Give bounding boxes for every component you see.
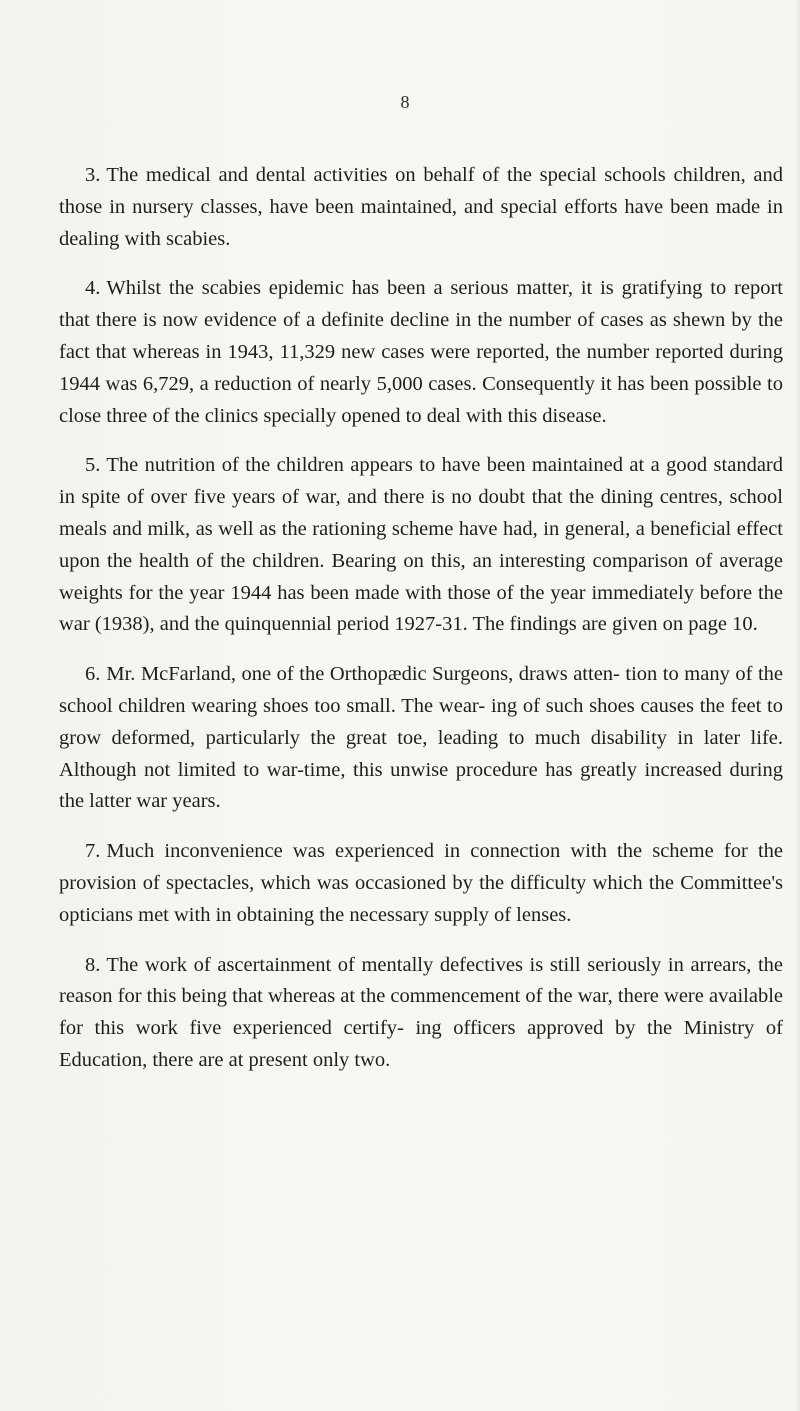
paragraph-number: 8. [85, 953, 101, 976]
paragraph-text: Mr. McFarland, one of the Orthopædic Surgeons, draws atten- tion to many of the school children wearing shoes too small. The wear- ing of such shoes causes the feet to grow deformed, particularly the great toe, leading to much disability in later life. Although not limited to war-time, this unwise procedure has greatly increased during the latter war years. [59, 663, 783, 813]
document-body [59, 160, 783, 1095]
paragraph-number: 7. [85, 840, 101, 863]
paragraph-number: 4. [85, 277, 101, 300]
paragraph-text: The medical and dental activities on behalf of the special schools children, and those in nursery classes, have been maintained, and special efforts have been made in dealing with scabies. [59, 164, 783, 250]
paragraph-3 [59, 160, 783, 255]
paragraph-text: The work of ascertainment of mentally defectives is still seriously in arrears, the reason for this being that whereas at the commencement of the war, there were available for this work five experienced certify- ing officers approved by the Ministry of Education, there are at present only two. [59, 953, 783, 1071]
paragraph-5 [59, 450, 783, 641]
paragraph-text: Much inconvenience was experienced in connection with the scheme for the provision of spectacles, which was occasioned by the difficulty which the Committee's opticians met with in obtaining the necessary supply of lenses. [59, 840, 783, 926]
paragraph-4 [59, 273, 783, 432]
paragraph-8 [59, 950, 783, 1077]
paragraph-number: 5. [85, 454, 101, 477]
page-edge-shadow [794, 0, 800, 1411]
page-number: 8 [400, 92, 410, 112]
paragraph-number: 3. [85, 164, 101, 186]
paragraph-number: 6. [85, 663, 101, 686]
paragraph-7 [59, 836, 783, 931]
paragraph-6 [59, 659, 783, 818]
paragraph-text: The nutrition of the children appears to have been maintained at a good standard in spite of over five years of war, and there is no doubt that the dining centres, school meals and milk, as well as the rationing scheme have had, in general, a beneficial effect upon the health of the children. Bearing on this, an interesting comparison of average weights for the year 1944 has been made with those of the year immediately before the war (1938), and the quinquennial period 1927-31. The findings are given on page 10. [59, 454, 783, 636]
paragraph-text: Whilst the scabies epidemic has been a serious matter, it is gratifying to report that there is now evidence of a definite decline in the number of cases as shewn by the fact that whereas in 1943, 11,329 new cases were reported, the number reported during 1944 was 6,729, a reduction of nearly 5,000 cases. Consequently it has been possible to close three of the clinics specially opened to deal with this disease. [59, 277, 783, 427]
